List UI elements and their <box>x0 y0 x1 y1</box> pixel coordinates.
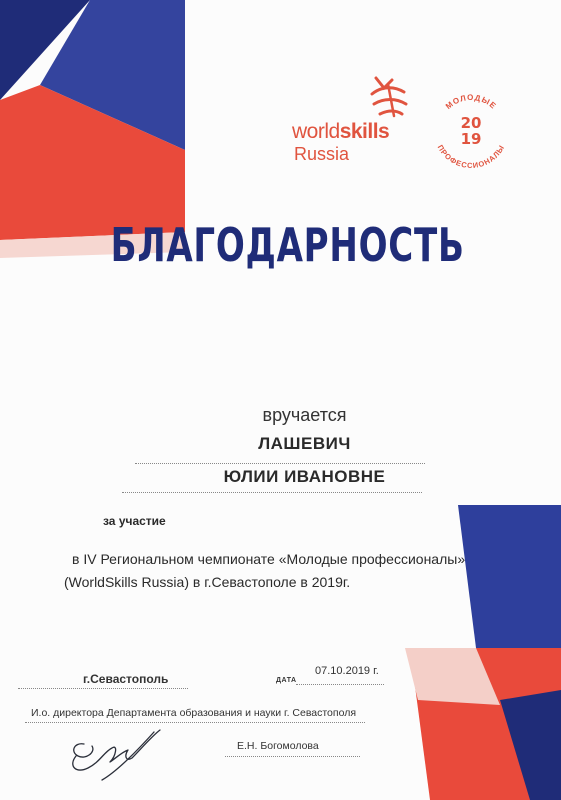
brand-world: world <box>292 120 340 143</box>
seal-bottom-text: ПРОФЕССИОНАЛЫ <box>435 143 507 171</box>
dotted-line <box>135 463 425 464</box>
reason-line-1: в IV Региональном чемпионате «Молодые профессионалы» <box>72 551 466 567</box>
signer-name: Е.Н. Богомолова <box>237 740 319 752</box>
dotted-line <box>18 688 188 689</box>
date-label: ДАТА <box>276 677 297 684</box>
handwritten-signature <box>56 722 176 782</box>
signer-position: И.о. директора Департамента образования и науки г. Севастополя <box>31 707 357 719</box>
recipient-surname: ЛАШЕВИЧ <box>258 434 351 453</box>
issue-city: г.Севастополь <box>83 672 169 686</box>
awarded-to-label: вручается <box>262 405 347 425</box>
brand-country: Russia <box>294 144 350 164</box>
seal-top-text: МОЛОДЫЕ <box>443 92 499 112</box>
certificate-title: БЛАГОДАРНОСТЬ <box>110 218 465 272</box>
seal-year-bottom: 19 <box>460 130 482 148</box>
worldskills-logo <box>292 74 422 166</box>
blue-band-bottom <box>458 505 561 648</box>
young-professionals-seal <box>426 86 516 176</box>
worldskills-emblem-icon <box>364 74 412 120</box>
dotted-line <box>225 756 360 757</box>
recipient-name: ЮЛИИ ИВАНОВНЕ <box>223 467 386 486</box>
worldskills-wordmark <box>292 120 389 144</box>
reason-line-2: (WorldSkills Russia) в г.Севастополе в 2019г. <box>64 574 351 590</box>
seal-year-top: 20 <box>460 114 482 132</box>
dotted-line <box>296 684 384 685</box>
dotted-line <box>122 492 422 493</box>
issue-date: 07.10.2019 г. <box>315 665 379 677</box>
participation-label: за участие <box>103 514 166 528</box>
brand-skills: skills <box>339 120 390 143</box>
